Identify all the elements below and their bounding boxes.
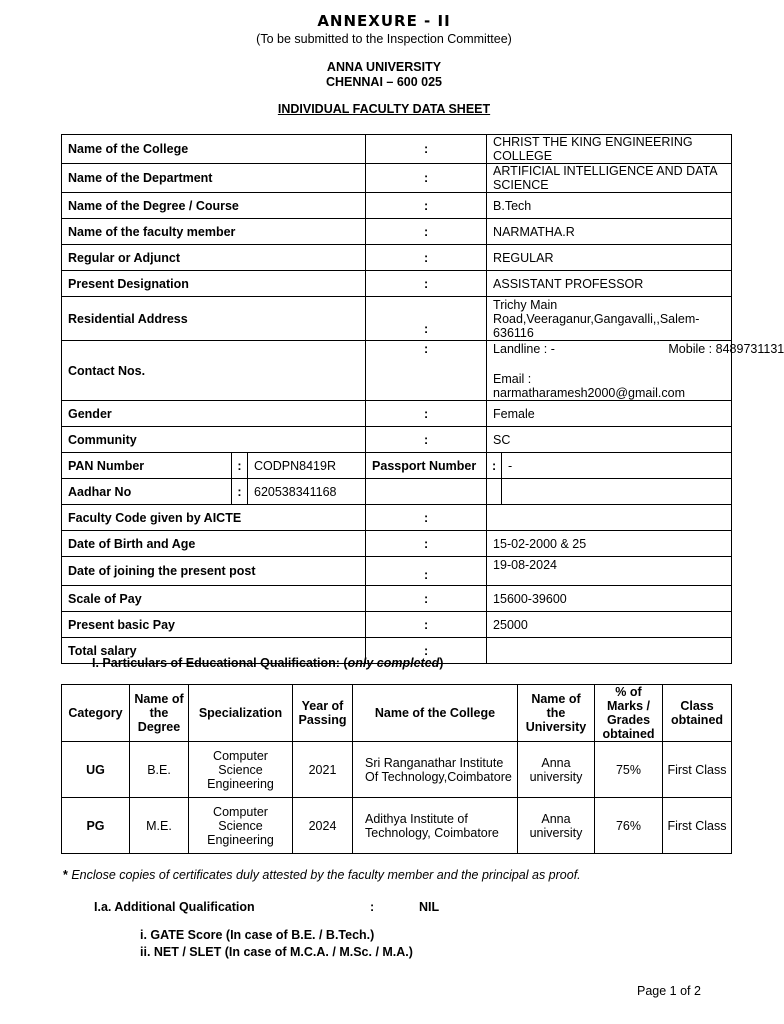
- table-row: [62, 271, 732, 297]
- dob-value: 15-02-2000 & 25: [487, 531, 732, 557]
- faculty-value: NARMATHA.R: [487, 219, 732, 245]
- header-university: Name of the University: [518, 685, 595, 742]
- table-row: [62, 479, 732, 505]
- address-label: Residential Address: [62, 297, 366, 341]
- designation-label: Present Designation: [62, 271, 366, 297]
- contact-label: Contact Nos.: [62, 341, 366, 401]
- community-label: Community: [62, 427, 366, 453]
- page-number: Page 1 of 2: [637, 984, 701, 998]
- submission-note: (To be submitted to the Inspection Committee): [256, 32, 512, 46]
- colon: :: [366, 193, 487, 219]
- colon: :: [366, 401, 487, 427]
- university-name: ANNA UNIVERSITY: [326, 60, 442, 74]
- aicte-label: Faculty Code given by AICTE: [62, 505, 366, 531]
- pan-value: CODPN8419R: [248, 453, 366, 479]
- table-row: [62, 245, 732, 271]
- colon: :: [366, 164, 487, 193]
- pg-year: 2024: [293, 798, 353, 854]
- passport-value: -: [502, 453, 732, 479]
- table-row: [62, 798, 732, 854]
- table-row: [62, 193, 732, 219]
- colon: :: [366, 531, 487, 557]
- education-heading-italic: only completed: [347, 656, 440, 670]
- basic-pay-value: 25000: [487, 612, 732, 638]
- colon: :: [366, 341, 487, 401]
- table-row: [62, 505, 732, 531]
- pg-college: Adithya Institute of Technology, Coimbatore: [353, 798, 518, 854]
- regular-value: REGULAR: [487, 245, 732, 271]
- table-row: [62, 427, 732, 453]
- university-city: CHENNAI – 600 025: [325, 75, 443, 89]
- pg-university: Anna university: [518, 798, 595, 854]
- colon: :: [366, 135, 487, 164]
- gate-score: i. GATE Score (In case of B.E. / B.Tech.): [140, 928, 375, 942]
- regular-label: Regular or Adjunct: [62, 245, 366, 271]
- colon: :: [487, 453, 502, 479]
- education-table: [61, 684, 732, 854]
- address-value: Trichy Main Road,Veeraganur,Gangavalli,,Salem-636116: [487, 297, 732, 341]
- pg-marks: 76%: [595, 798, 663, 854]
- table-row: [62, 341, 732, 401]
- ug-university: Anna university: [518, 742, 595, 798]
- pg-degree: M.E.: [130, 798, 189, 854]
- education-heading-prefix: I. Particulars of Educational Qualification: (: [92, 656, 348, 670]
- education-heading: [92, 656, 443, 670]
- contact-phones: [493, 342, 784, 372]
- colon: :: [366, 297, 487, 341]
- header-specialization: Specialization: [189, 685, 293, 742]
- college-value: CHRIST THE KING ENGINEERING COLLEGE: [487, 135, 732, 164]
- empty-cell: [487, 479, 502, 505]
- colon: :: [366, 557, 487, 586]
- total-salary-value: [487, 638, 732, 664]
- colon: :: [366, 427, 487, 453]
- table-row: [62, 453, 732, 479]
- college-label: Name of the College: [62, 135, 366, 164]
- ug-category: UG: [62, 742, 130, 798]
- table-row: [62, 297, 732, 341]
- email: Email : narmatharamesh2000@gmail.com: [493, 372, 685, 400]
- department-value: ARTIFICIAL INTELLIGENCE AND DATA SCIENCE: [487, 164, 732, 193]
- table-row: [62, 401, 732, 427]
- total-salary-label: Total salary: [62, 638, 366, 664]
- gender-value: Female: [487, 401, 732, 427]
- degree-label: Name of the Degree / Course: [62, 193, 366, 219]
- note-asterisk: *: [63, 868, 68, 882]
- table-row: [62, 531, 732, 557]
- designation-value: ASSISTANT PROFESSOR: [487, 271, 732, 297]
- table-row: [62, 612, 732, 638]
- colon: :: [366, 638, 487, 664]
- header-marks: % of Marks / Grades obtained: [595, 685, 663, 742]
- department-label: Name of the Department: [62, 164, 366, 193]
- colon: :: [366, 586, 487, 612]
- ug-class: First Class: [663, 742, 732, 798]
- aicte-value: [487, 505, 732, 531]
- mobile: Mobile : 8489731131: [668, 342, 784, 356]
- joining-value: 19-08-2024: [487, 557, 732, 586]
- exam-scores: [140, 927, 413, 961]
- table-row: [62, 557, 732, 586]
- degree-value: B.Tech: [487, 193, 732, 219]
- ug-college: Sri Ranganathar Institute Of Technology,Coimbatore: [353, 742, 518, 798]
- pg-category: PG: [62, 798, 130, 854]
- joining-label: Date of joining the present post: [62, 557, 366, 586]
- sheet-title: INDIVIDUAL FACULTY DATA SHEET: [277, 102, 491, 116]
- colon: :: [232, 479, 248, 505]
- colon: :: [366, 505, 487, 531]
- table-row: [62, 219, 732, 245]
- ug-marks: 75%: [595, 742, 663, 798]
- ug-specialization: Computer Science Engineering: [189, 742, 293, 798]
- scale-value: 15600-39600: [487, 586, 732, 612]
- table-row: [62, 164, 732, 193]
- contact-value: [487, 341, 784, 401]
- table-header-row: [62, 685, 732, 742]
- header-category: Category: [62, 685, 130, 742]
- net-slet: ii. NET / SLET (In case of M.C.A. / M.Sc. / M.A.): [140, 945, 413, 959]
- table-row: [62, 742, 732, 798]
- header-class: Class obtained: [663, 685, 732, 742]
- university-block: [0, 60, 768, 90]
- annexure-title: ANNEXURE - II: [317, 12, 451, 30]
- basic-pay-label: Present basic Pay: [62, 612, 366, 638]
- colon: :: [366, 271, 487, 297]
- table-row: [62, 586, 732, 612]
- gender-label: Gender: [62, 401, 366, 427]
- empty-cell: [366, 479, 487, 505]
- header-year: Year of Passing: [293, 685, 353, 742]
- empty-cell: [502, 479, 732, 505]
- colon: :: [370, 900, 375, 914]
- header-college: Name of the College: [353, 685, 518, 742]
- passport-label: Passport Number: [366, 453, 487, 479]
- pg-class: First Class: [663, 798, 732, 854]
- community-value: SC: [487, 427, 732, 453]
- dob-label: Date of Birth and Age: [62, 531, 366, 557]
- education-heading-suffix: ): [439, 656, 444, 670]
- faculty-label: Name of the faculty member: [62, 219, 366, 245]
- scale-label: Scale of Pay: [62, 586, 366, 612]
- colon: :: [366, 245, 487, 271]
- pg-specialization: Computer Science Engineering: [189, 798, 293, 854]
- colon: :: [232, 453, 248, 479]
- pan-label: PAN Number: [62, 453, 232, 479]
- colon: :: [366, 612, 487, 638]
- aadhar-label: Aadhar No: [62, 479, 232, 505]
- landline: Landline : -: [493, 342, 555, 356]
- aadhar-value: 620538341168: [248, 479, 366, 505]
- certificates-note: [63, 868, 581, 882]
- ug-degree: B.E.: [130, 742, 189, 798]
- table-row: [62, 135, 732, 164]
- header-degree: Name of the Degree: [130, 685, 189, 742]
- ug-year: 2021: [293, 742, 353, 798]
- additional-qualification-label: I.a. Additional Qualification: [94, 900, 255, 914]
- additional-qualification: [94, 900, 440, 914]
- note-text: Enclose copies of certificates duly attested by the faculty member and the principal as proof.: [67, 868, 581, 882]
- additional-qualification-value: NIL: [419, 900, 440, 914]
- colon: :: [366, 219, 487, 245]
- faculty-info-table: [61, 134, 784, 664]
